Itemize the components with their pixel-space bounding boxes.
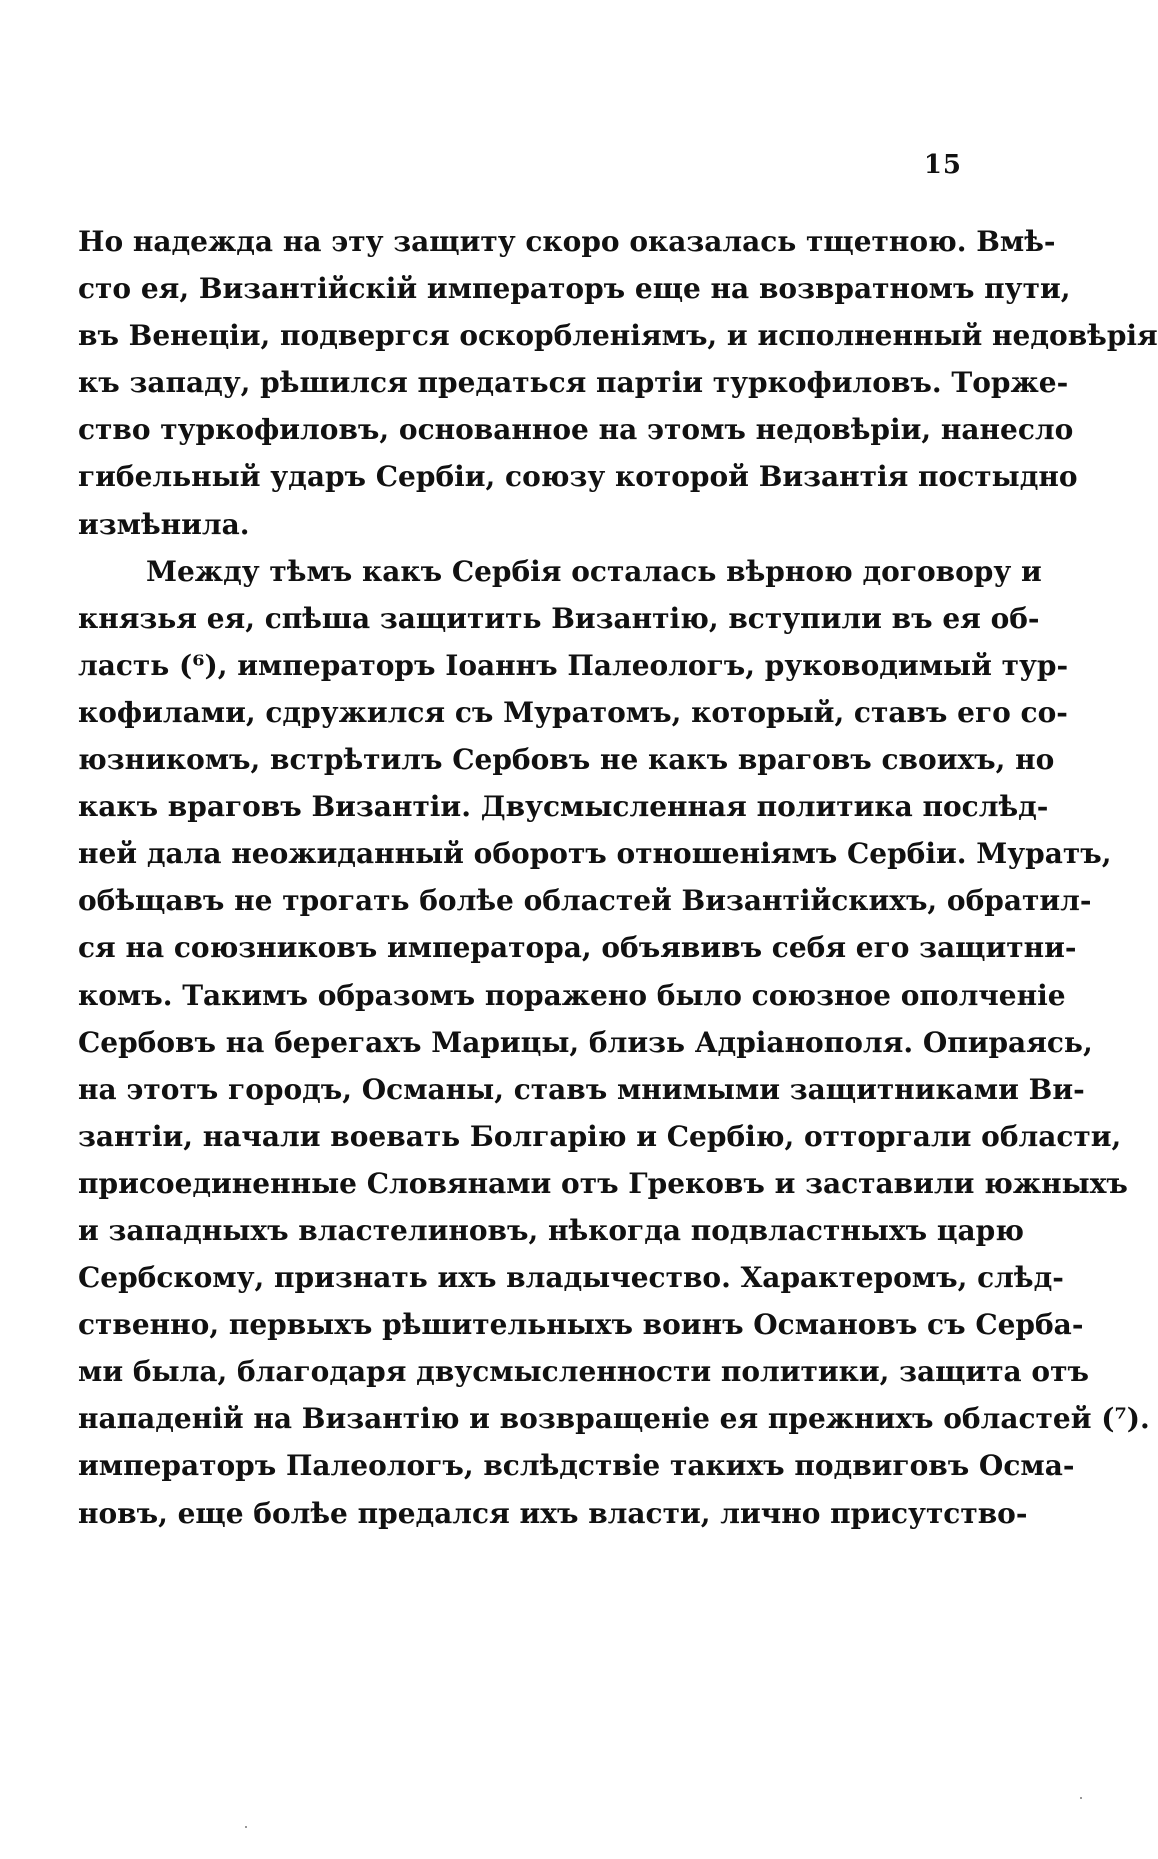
text-line: присоединенные Словянами отъ Грековъ и заставили южныхъ	[78, 1166, 1128, 1200]
text-line: сто ея, Византійскій императоръ еще на возвратномъ пути,	[78, 272, 1071, 306]
text-line: ство туркофиловъ, основанное на этомъ недовѣріи, нанесло	[78, 413, 1074, 447]
text-line: какъ враговъ Византіи. Двусмысленная политика послѣд-	[78, 790, 1049, 824]
body-text	[78, 218, 1158, 1537]
text-line: юзникомъ, встрѣтилъ Сербовъ не какъ враговъ своихъ, но	[78, 743, 1055, 777]
text-line: Но надежда на эту защиту скоро оказалась тщетною. Вмѣ-	[78, 225, 1056, 258]
text-line: ней дала неожиданный оборотъ отношеніямъ Сербіи. Муратъ,	[78, 837, 1112, 871]
text-line: нападеній на Византію и возвращеніе ея прежнихъ областей (⁷).	[78, 1402, 1150, 1436]
text-line: Сербовъ на берегахъ Марицы, близь Адріанополя. Опираясь,	[78, 1025, 1093, 1059]
text-line: зантіи, начали воевать Болгарію и Сербію, отторгали области,	[78, 1119, 1122, 1153]
text-line: къ западу, рѣшился предаться партіи туркофиловъ. Торже-	[78, 366, 1069, 400]
text-line: гибельный ударъ Сербіи, союзу которой Византія постыдно	[78, 460, 1078, 494]
text-line: Сербскому, признать ихъ владычество. Характеромъ, слѣд-	[78, 1261, 1064, 1295]
text-line: кофилами, сдружился съ Муратомъ, который, ставъ его со-	[78, 695, 1068, 729]
text-line: ственно, первыхъ рѣшительныхъ воинъ Османовъ съ Серба-	[78, 1308, 1084, 1342]
text-line: императоръ Палеологъ, вслѣдствіе такихъ подвиговъ Осма-	[78, 1449, 1075, 1483]
text-line: измѣнила.	[78, 507, 250, 541]
text-line: князья ея, спѣша защитить Византію, вступили въ ея об-	[78, 601, 1040, 635]
scan-speck	[245, 1826, 247, 1828]
text-line: новъ, еще болѣе предался ихъ власти, лично присутство-	[78, 1496, 1028, 1530]
text-line: и западныхъ властелиновъ, нѣкогда подвластныхъ царю	[78, 1213, 1024, 1247]
text-line: на этотъ городъ, Османы, ставъ мнимыми защитниками Ви-	[78, 1072, 1085, 1106]
scan-speck	[1080, 1797, 1082, 1799]
text-line: комъ. Такимъ образомъ поражено было союзное ополченіе	[78, 978, 1066, 1012]
text-line: ласть (⁶), императоръ Іоаннъ Палеологъ, руководимый тур-	[78, 648, 1069, 682]
text-line: обѣщавъ не трогать болѣе областей Византійскихъ, обратил-	[78, 884, 1092, 918]
page-number: 15	[923, 150, 962, 180]
paragraph-start-line: Между тѣмъ какъ Сербія осталась вѣрною договору и	[146, 554, 1042, 588]
text-line: ся на союзниковъ императора, объявивъ себя его защитни-	[78, 931, 1077, 965]
text-line: ми была, благодаря двусмысленности политики, защита отъ	[78, 1355, 1089, 1389]
text-line: въ Венеціи, подвергся оскорбленіямъ, и исполненный недовѣрія	[78, 319, 1158, 353]
